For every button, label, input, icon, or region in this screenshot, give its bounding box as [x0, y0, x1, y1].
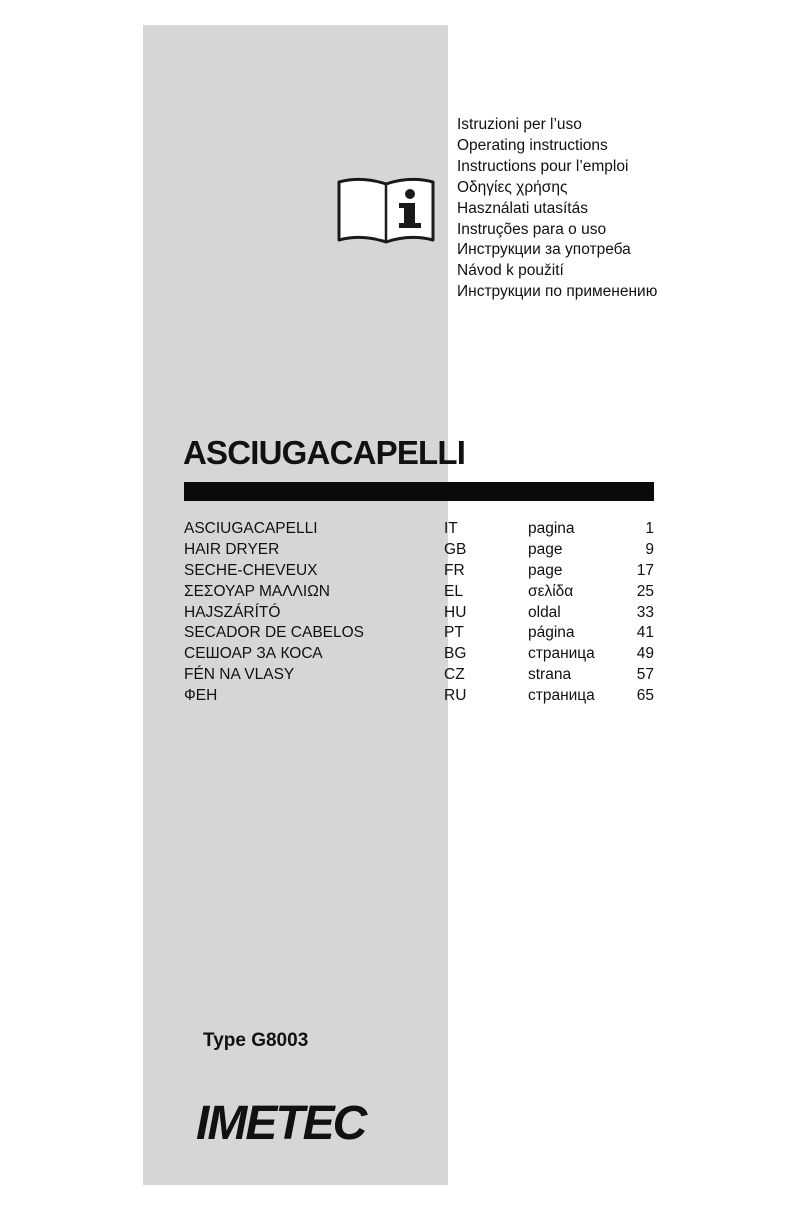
toc-page-number: 25 [636, 582, 654, 600]
toc-row [184, 665, 654, 686]
language-item: Istruzioni per l’uso [457, 116, 582, 133]
toc-page-number: 49 [636, 645, 654, 663]
toc-row [184, 686, 654, 707]
toc-page-number: 57 [636, 666, 654, 684]
toc-name: FÉN NA VLASY [184, 666, 295, 684]
toc-page-number: 33 [636, 603, 654, 621]
toc-page-number: 1 [645, 520, 654, 537]
open-book-info-icon [336, 176, 436, 248]
toc-page-number: 65 [636, 687, 654, 705]
toc-name: SECHE-CHEVEUX [184, 561, 318, 579]
language-item: Návod k použití [457, 262, 564, 280]
toc-row [184, 603, 654, 624]
language-item: Οδηγίες χρήσης [457, 178, 568, 196]
language-list [457, 115, 657, 303]
language-item: Инструкции за употреба [457, 241, 631, 259]
toc-row [184, 519, 654, 540]
toc-code: CZ [444, 666, 465, 684]
toc-page-number: 41 [636, 624, 654, 642]
toc-row [184, 582, 654, 603]
toc-code: FR [444, 561, 465, 579]
toc-page-word: page [528, 540, 563, 558]
toc-row [184, 623, 654, 644]
toc-name: ASCIUGACAPELLI [184, 520, 318, 537]
page-title: ASCIUGACAPELLI [183, 434, 466, 471]
toc-name: ФЕН [184, 687, 218, 705]
toc-code: EL [444, 582, 463, 600]
toc-page-word: pagina [528, 520, 575, 537]
title-rule [184, 482, 654, 501]
toc-code: HU [444, 603, 467, 621]
toc-code: PT [444, 624, 464, 642]
toc-page-number: 9 [645, 540, 654, 558]
language-item: Operating instructions [457, 136, 608, 154]
toc-code: GB [444, 540, 467, 558]
language-item: Инструкции по применению [457, 283, 658, 301]
toc-name: СЕШОАР ЗА КОСА [184, 645, 323, 663]
toc-page-word: oldal [528, 603, 561, 621]
table-of-contents [184, 519, 654, 707]
toc-row [184, 644, 654, 665]
toc-code: BG [444, 645, 467, 663]
language-item: Használati utasítás [457, 199, 588, 217]
toc-row [184, 540, 654, 561]
toc-name: HAIR DRYER [184, 540, 280, 558]
toc-page-word: strana [528, 666, 572, 684]
toc-page-word: страница [528, 687, 595, 705]
toc-page-word: página [528, 624, 575, 642]
svg-text:IMETEC: IMETEC [196, 1097, 366, 1146]
toc-code: IT [444, 520, 458, 537]
toc-page-word: page [528, 561, 563, 579]
toc-page-number: 17 [636, 561, 654, 579]
toc-page-word: σελίδα [528, 582, 574, 600]
imetec-logo [194, 1094, 384, 1146]
toc-name: ΣΕΣΟΥΑΡ ΜΑΛΛΙΩΝ [184, 582, 330, 600]
model-type: Type G8003 [203, 1030, 309, 1051]
toc-code: RU [444, 687, 467, 705]
toc-name: SECADOR DE CABELOS [184, 624, 365, 642]
toc-name: HAJSZÁRÍTÓ [184, 603, 281, 621]
toc-row [184, 561, 654, 582]
language-item: Instructions pour l’emploi [457, 157, 629, 175]
toc-page-word: страница [528, 645, 595, 663]
language-item: Instruções para o uso [457, 220, 607, 238]
